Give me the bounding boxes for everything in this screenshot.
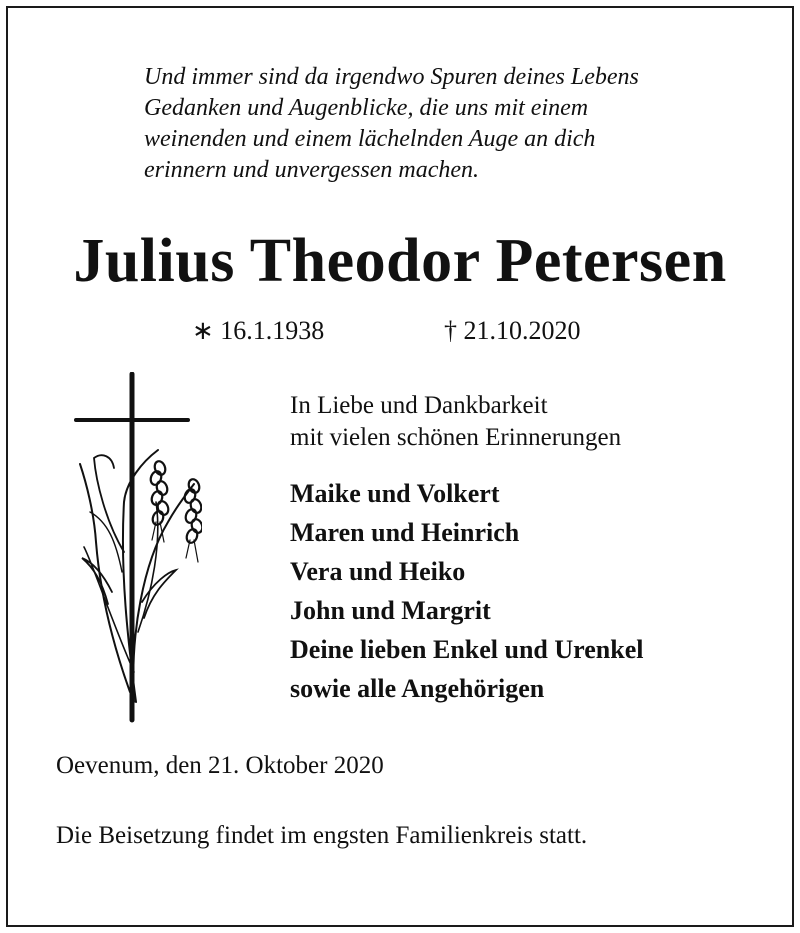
list-item: Deine lieben Enkel und Urenkel bbox=[290, 635, 644, 664]
cross-with-wheat-icon bbox=[72, 372, 202, 724]
intro-text bbox=[290, 390, 621, 454]
intro-line: In Liebe und Dankbarkeit bbox=[290, 392, 548, 419]
poem-line: Und immer sind da irgendwo Spuren deines Lebens bbox=[144, 64, 639, 90]
memorial-poem bbox=[144, 62, 639, 186]
list-item: Vera und Heiko bbox=[290, 557, 466, 586]
birth-date: ∗ 16.1.1938 bbox=[192, 316, 325, 345]
deceased-name: Julius Theodor Petersen bbox=[73, 227, 727, 295]
list-item: John und Margrit bbox=[290, 596, 491, 625]
intro-line: mit vielen schönen Erinnerungen bbox=[290, 424, 622, 451]
poem-line: weinenden und einem lächelnden Auge an dich bbox=[144, 126, 596, 152]
death-date: † 21.10.2020 bbox=[444, 316, 581, 345]
list-item: Maike und Volkert bbox=[290, 479, 500, 508]
family-members-list bbox=[290, 474, 643, 708]
place-date: Oevenum, den 21. Oktober 2020 bbox=[56, 752, 384, 779]
list-item: sowie alle Angehörigen bbox=[290, 674, 545, 703]
poem-line: Gedanken und Augenblicke, die uns mit einem bbox=[144, 95, 589, 121]
list-item: Maren und Heinrich bbox=[290, 518, 520, 547]
funeral-note: Die Beisetzung findet im engsten Familienkreis statt. bbox=[56, 822, 588, 849]
poem-line: erinnern und unvergessen machen. bbox=[144, 157, 480, 183]
